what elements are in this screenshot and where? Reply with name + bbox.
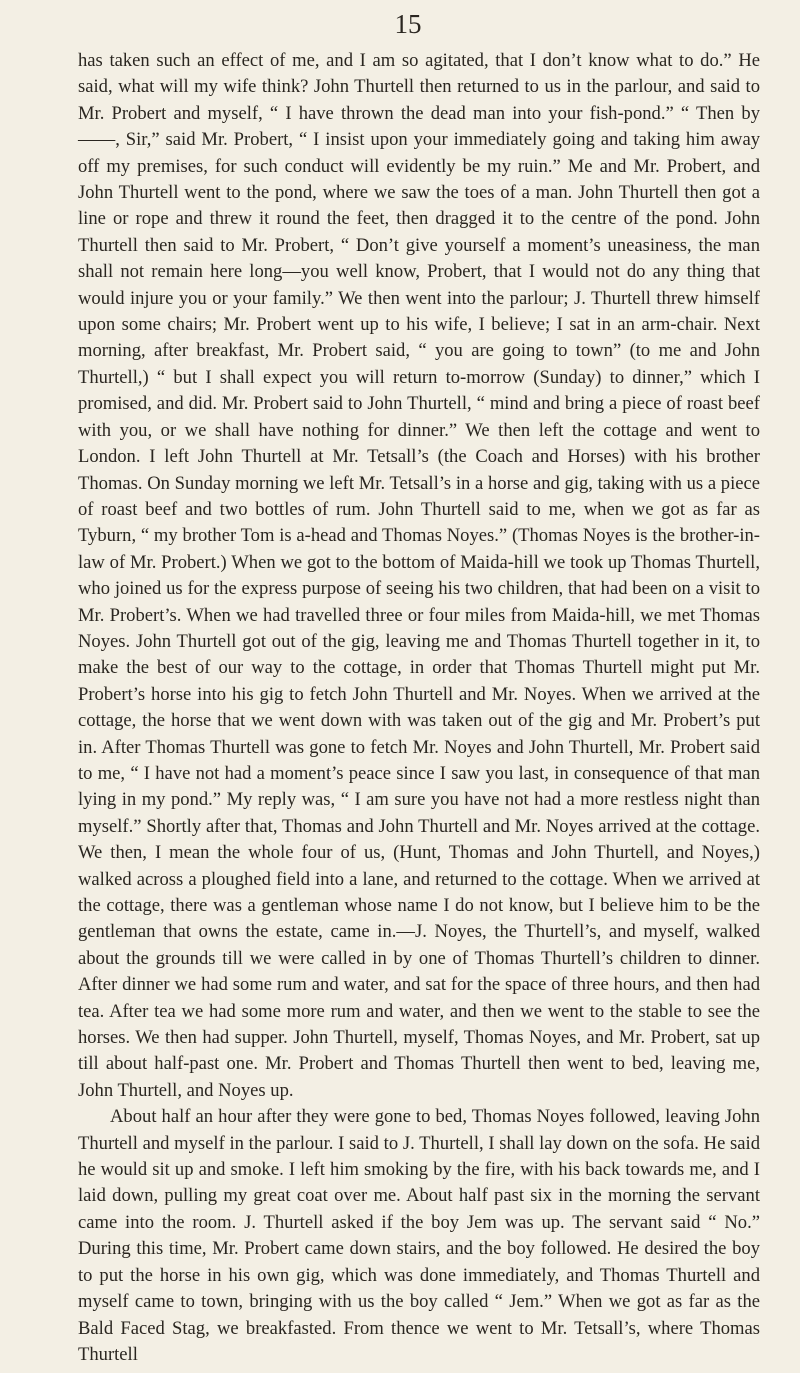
- body-text: [78, 48, 760, 1368]
- paragraph-2: About half an hour after they were gone to bed, Thomas Noyes followed, leaving John Thurtell and myself in the parlour. I said to J. Thurtell, I shall lay down on the sofa. He said he would sit up and smoke. I left him smoking by the fire, with his back towards me, and I laid down, pulling my great coat over me. About half past six in the morning the servant came into the room. J. Thurtell asked if the boy Jem was up. The servant said “ No.” During this time, Mr. Probert came down stairs, and the boy followed. He desired the boy to put the horse in his own gig, which was done immediately, and Thomas Thurtell and myself came to town, bringing with us the boy called “ Jem.” When we got as far as the Bald Faced Stag, we breakfasted. From thence we went to Mr. Tetsall’s, where Thomas Thurtell: [78, 1106, 760, 1365]
- page-number: 15: [394, 9, 422, 39]
- paragraph-1: has taken such an effect of me, and I am so agitated, that I don’t know what to do.” He said, what will my wife think? John Thurtell then returned to us in the parlour, and said to Mr. Probert and myself, “ I have thrown the dead man into your fish-pond.” “ Then by ——, Sir,” said Mr. Probert, “ I insist upon your immediately going and taking him away off my premises, for such conduct will evidently be my ruin.” Me and Mr. Probert, and John Thurtell went to the pond, where we saw the toes of a man. John Thurtell then got a line or rope and threw it round the feet, then dragged it to the centre of the pond. John Thurtell then said to Mr. Probert, “ Don’t give yourself a moment’s uneasiness, the man shall not remain here long—you well know, Probert, that I would not do any thing that would injure you or your family.” We then went into the parlour; J. Thurtell threw himself upon some chairs; Mr. Probert went up to his wife, I believe; I sat in an arm-chair. Next morning, after breakfast, Mr. Probert said, “ you are going to town” (to me and John Thurtell,) “ but I shall expect you will return to-morrow (Sunday) to dinner,” which I promised, and did. Mr. Probert said to John Thurtell, “ mind and bring a piece of roast beef with you, or we shall have nothing for dinner.” We then left the cottage and went to London. I left John Thurtell at Mr. Tetsall’s (the Coach and Horses) with his brother Thomas. On Sunday morning we left Mr. Tetsall’s in a horse and gig, taking with us a piece of roast beef and two bottles of rum. John Thurtell said to me, when we got as far as Tyburn, “ my brother Tom is a-head and Thomas Noyes.” (Thomas Noyes is the brother-in-law of Mr. Probert.) When we got to the bottom of Maida-hill we took up Thomas Thurtell, who joined us for the express purpose of seeing his two children, that had been on a visit to Mr. Probert’s. When we had travelled three or four miles from Maida-hill, we met Thomas Noyes. John Thurtell got out of the gig, leaving me and Thomas Thurtell together in it, to make the best of our way to the cottage, in order that Thomas Thurtell might put Mr. Probert’s horse into his gig to fetch John Thurtell and Mr. Noyes. When we arrived at the cottage, the horse that we went down with was taken out of the gig and Mr. Probert’s put in. After Thomas Thurtell was gone to fetch Mr. Noyes and John Thurtell, Mr. Probert said to me, “ I have not had a moment’s peace since I saw you last, in consequence of that man lying in my pond.” My reply was, “ I am sure you have not had a more restless night than myself.” Shortly after that, Thomas and John Thurtell and Mr. Noyes arrived at the cottage. We then, I mean the whole four of us, (Hunt, Thomas and John Thurtell, and Noyes,) walked across a ploughed field into a lane, and returned to the cottage. When we arrived at the cottage, there was a gentleman whose name I do not know, but I believe him to be the gentleman that owns the estate, came in.—J. Noyes, the Thurtell’s, and myself, walked about the grounds till we were called in by one of Thomas Thurtell’s children to dinner. After dinner we had some rum and water, and sat for the space of three hours, and then had tea. After tea we had some more rum and water, and then we went to the stable to see the horses. We then had supper. John Thurtell, myself, Thomas Noyes, and Mr. Probert, sat up till about half-past one. Mr. Probert and Thomas Thurtell then went to bed, leaving me, John Thurtell, and Noyes up.: [78, 50, 760, 1101]
